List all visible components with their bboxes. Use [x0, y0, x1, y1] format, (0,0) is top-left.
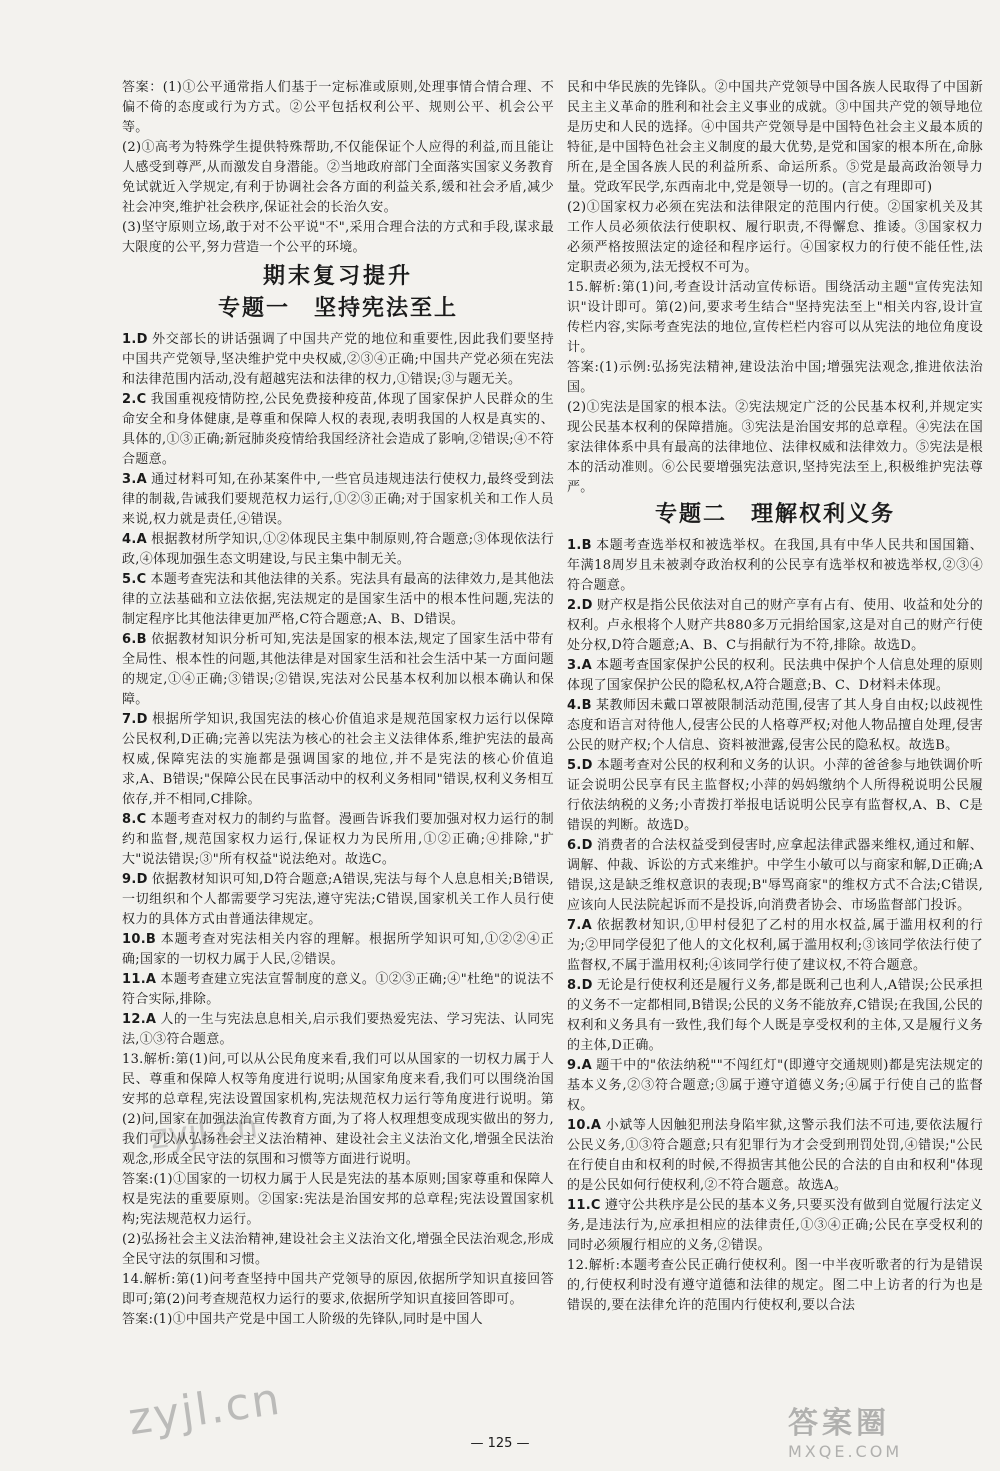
answer-item — [567, 836, 983, 916]
item-number: 5.C — [122, 572, 147, 587]
item-number: 1.B — [567, 538, 592, 553]
item-number: 10.B — [122, 932, 157, 947]
watermark-text: zyjl.cn — [148, 1106, 260, 1158]
answer-item — [567, 976, 983, 1056]
item-text: 本题考查建立宪法宣誓制度的意义。①②③正确;④"杜绝"的说法不符合实际,排除。 — [122, 972, 554, 1007]
answer-item — [567, 536, 983, 596]
item-text: 通过材料可知,在孙某案件中,一些官员违规违法行使权力,最终受到法律的制裁,告诫我们要规范权力运行,①②③正确;对于国家机关和工作人员来说,权力就是责任,④错误。 — [122, 472, 554, 527]
item-number: 3.A — [567, 658, 592, 673]
item-text: 本题考查宪法和其他法律的关系。宪法具有最高的法律效力,是其他法律的立法基础和立法依据,宪法规定的是国家生活中的根本性问题,宪法的制定程序比其他法律更加严格,C符合题意;A、B、D错误。 — [122, 572, 554, 627]
item-number: 11.A — [122, 972, 157, 987]
analysis-paragraph: 13.解析:第(1)问,可以从公民角度来看,我们可以从国家的一切权力属于人民、尊重和保障人权等角度进行说明;从国家角度来看,我们可以围绕治国安邦的总章程,宪法设置国家机构,宪法规范权力运行等角度进行说明。第(2)问,国家在加强法治宣传教育方面,为了将人权理想变成现实做出的努力,我们可以从弘扬社会主义法治精神、建设社会主义法治文化,增强全民法治观念,形成全民守法的氛围和习惯等方面进行说明。 — [122, 1052, 554, 1167]
answer-item — [122, 930, 554, 970]
answer-item — [122, 390, 554, 470]
item-text: 根据所学知识,我国宪法的核心价值追求是规范国家权力运行以保障公民权利,D正确;完善以宪法为核心的社会主义法律体系,维护宪法的最高权威,保障宪法的实施都是强调国家的地位,并不是宪法的核心价值追求,A、B错误;"保障公民在民事活动中的权利义务相同"错误,权利义务相互依存,并不相同,C排除。 — [122, 712, 554, 807]
item-text: 本题考查对公民的权利和义务的认识。小萍的爸爸参与地铁调价听证会说明公民享有民主监督权;小萍的妈妈缴纳个人所得税说明公民履行依法纳税的义务;小青拨打举报电话说明公民享有监督权,A、B、C是错误的判断。故选D。 — [567, 758, 983, 833]
item-number: 10.A — [567, 1118, 602, 1133]
item-number: 2.D — [567, 598, 593, 613]
answer-paragraph: 答案:(1)①中国共产党是中国工人阶级的先锋队,同时是中国人 — [122, 1312, 483, 1327]
item-text: 外交部长的讲话强调了中国共产党的地位和重要性,因此我们要坚持中国共产党领导,坚决维护党中央权威,②③④正确;中国共产党必须在宪法和法律范围内活动,没有超越宪法和法律的权力,①错误;③与题无关。 — [122, 332, 554, 387]
answer-item — [567, 916, 983, 976]
answer-item — [567, 1116, 983, 1196]
item-number: 1.D — [122, 332, 148, 347]
answer-item — [122, 470, 554, 530]
answer-item — [567, 1196, 983, 1256]
item-number: 7.D — [122, 712, 148, 727]
page-number: — 125 — — [470, 1436, 530, 1451]
item-text: 人的一生与宪法息息相关,启示我们要热爱宪法、学习宪法、认同宪法,①③符合题意。 — [122, 1012, 554, 1047]
analysis-paragraph: 12.解析:本题考查公民正确行使权利。图一中半夜听歌者的行为是错误的,行使权利时没有遵守道德和法律的规定。图二中上访者的行为也是错误的,要在法律允许的范围内行使权利,要以合法 — [567, 1258, 983, 1313]
item-text: 依据教材知识可知,D符合题意;A错误,宪法与每个人息息相关;B错误,一切组织和个人都需要学习宪法,遵守宪法;C错误,国家机关工作人员行使权力的具体方式由普通法律规定。 — [122, 872, 554, 927]
answer-item — [122, 330, 554, 390]
answer-item — [567, 656, 983, 696]
item-text: 本题考查选举权和被选举权。在我国,具有中华人民共和国国籍、年满18周岁且未被剥夺政治权利的公民享有选举权和被选举权,②③④符合题意。 — [567, 538, 983, 593]
answer-item — [122, 970, 554, 1010]
item-number: 6.B — [122, 632, 147, 647]
item-text: 题干中的"依法纳税""不闯红灯"(即遵守交通规则)都是宪法规定的基本义务,②③符合题意;③属于遵守道德义务;④属于行使自己的监督权。 — [567, 1058, 983, 1113]
answer-item — [567, 596, 983, 656]
watermark-logo — [788, 1398, 968, 1468]
item-text: 本题考查国家保护公民的权利。民法典中保护个人信息处理的原则体现了国家保护公民的隐私权,A符合题意;B、C、D材料未体现。 — [567, 658, 983, 693]
item-text: 财产权是指公民依法对自己的财产享有占有、使用、收益和处分的权利。卢永根将个人财产共880多万元捐给国家,这是对自己的财产行使处分权,D符合题意;A、B、C与捐献行为不符,排除。故选D。 — [567, 598, 983, 653]
item-text: 本题考查对权力的制约与监督。漫画告诉我们要加强对权力运行的制约和监督,规范国家权力运行,保证权力为民所用,①②正确;④排除,"扩大"说法错误;③"所有权益"说法绝对。故选C。 — [122, 812, 554, 867]
item-number: 2.C — [122, 392, 147, 407]
answer-item — [122, 570, 554, 630]
item-text: 消费者的合法权益受到侵害时,应拿起法律武器来维权,通过和解、调解、仲裁、诉讼的方式来维护。中学生小敏可以与商家和解,D正确;A错误,这是缺乏维权意识的表现;B"辱骂商家"的维权方式不合法;C错误,应该向人民法院起诉而不是投诉,向消费者协会、市场监督部门投诉。 — [567, 838, 983, 913]
answer-item — [122, 710, 554, 810]
item-number: 11.C — [567, 1198, 601, 1213]
item-number: 3.A — [122, 472, 147, 487]
answer-item — [567, 696, 983, 756]
section-heading: 期末复习提升 — [262, 264, 413, 289]
answer-paragraph: (2)弘扬社会主义法治精神,建设社会主义法治文化,增强全民法治观念,形成全民守法的氛围和习惯。 — [122, 1232, 554, 1267]
topic-heading: 专题二 理解权利义务 — [654, 502, 895, 527]
answer-item — [122, 810, 554, 870]
item-text: 遵守公共秩序是公民的基本义务,只要买没有做到自觉履行法定义务,是违法行为,应承担相应的法律责任,①③④正确;公民在享受权利的同时必须履行相应的义务,②错误。 — [567, 1198, 983, 1253]
item-number: 4.B — [567, 698, 592, 713]
answer-paragraph: (2)①高考为特殊学生提供特殊帮助,不仅能保证个人应得的利益,而且能让人感受到尊严,从而激发自身潜能。②当地政府部门全面落实国家义务教育免试就近入学规定,有利于协调社会各方面的利益关系,缓和社会矛盾,减少社会冲突,维护社会秩序,保证社会的长治久安。 — [122, 140, 554, 215]
answer-item — [122, 870, 554, 930]
answer-paragraph: 答案:(1)①国家的一切权力属于人民是宪法的基本原则;国家尊重和保障人权是宪法的重要原则。②国家:宪法是治国安邦的总章程;宪法设置国家机构;宪法规范权力运行。 — [122, 1172, 554, 1227]
item-number: 9.D — [122, 872, 148, 887]
item-number: 8.C — [122, 812, 147, 827]
right-column — [567, 78, 983, 1316]
item-text: 我国重视疫情防控,公民免费接种疫苗,体现了国家保护人民群众的生命安全和身体健康,是尊重和保障人权的表现,表明我国的人权是真实的、具体的,①③正确;新冠肺炎疫情给我国经济社会造成了影响,②错误;④不符合题意。 — [122, 392, 554, 467]
watermark-logo-url: MXQE.COM — [788, 1442, 903, 1461]
answer-paragraph: 答案：(1)①公平通常指人们基于一定标准或原则,处理事情合情合理、不偏不倚的态度或行为方式。②公平包括权利公平、规则公平、机会公平等。 — [122, 80, 554, 135]
analysis-paragraph: 15.解析:第(1)问,考查设计活动宣传标语。围绕活动主题"宣传宪法知识"设计即可。第(2)问,要求考生结合"坚持宪法至上"相关内容,设计宣传栏内容,实际考查宪法的地位,宣传栏栏内容可以从宪法的地位角度设计。 — [567, 280, 983, 355]
analysis-paragraph: 14.解析:第(1)问考查坚持中国共产党领导的原因,依据所学知识直接回答即可;第(2)问考查规范权力运行的要求,依据所学知识直接回答即可。 — [122, 1272, 554, 1307]
item-text: 本题考查对宪法相关内容的理解。根据所学知识可知,①②②④正确;国家的一切权力属于人民,②错误。 — [122, 932, 554, 967]
item-text: 依据教材知识,①甲村侵犯了乙村的用水权益,属于滥用权利的行为;②甲同学侵犯了他人的文化权利,属于滥用权利;③该同学依法行使了监督权,不属于滥用权利;④该同学行使了建议权,不符合题意。 — [567, 918, 983, 973]
item-number: 7.A — [567, 918, 592, 933]
watermark-logo: zyjl.cn — [125, 1373, 285, 1446]
item-number: 9.A — [567, 1058, 592, 1073]
answer-item — [567, 1056, 983, 1116]
answer-paragraph: (2)①国家权力必须在宪法和法律限定的范围内行使。②国家机关及其工作人员必须依法行使职权、履行职责,不得懈怠、推诿。③国家权力必须严格按照法定的途径和程序运行。④国家权力的行使不能任性,法定职责必须为,法无授权不可为。 — [567, 200, 983, 275]
item-text: 依据教材知识分析可知,宪法是国家的根本法,规定了国家生活中带有全局性、根本性的问题,其他法律是对国家生活和社会生活中某一方面问题的规定,①④正确;③错误;②错误,宪法对公民基本权利加以根本确认和保障。 — [122, 632, 554, 707]
answer-paragraph: (3)坚守原则立场,敢于对不公平说"不",采用合理合法的方式和手段,谋求最大限度的公平,努力营造一个公平的环境。 — [122, 220, 554, 255]
answer-item — [122, 630, 554, 710]
watermark-logo-text: 答案圈 — [788, 1406, 890, 1441]
item-number: 4.A — [122, 532, 147, 547]
answer-item — [122, 530, 554, 570]
answer-item — [122, 1010, 554, 1050]
item-number: 5.D — [567, 758, 593, 773]
topic-heading: 专题一 坚持宪法至上 — [217, 296, 458, 321]
item-text: 某教师因未戴口罩被限制活动范围,侵害了其人身自由权;以歧视性态度和语言对待他人,侵害公民的人格尊严权;对他人物品擅自处理,侵害公民的财产权;个人信息、资料被泄露,侵害公民的隐私权。故选B。 — [567, 698, 983, 753]
item-number: 8.D — [567, 978, 593, 993]
item-number: 12.A — [122, 1012, 157, 1027]
item-text: 小斌等人因触犯刑法身陷牢狱,这警示我们法不可违,要依法履行公民义务,①③符合题意;只有犯罪行为才会受到刑罚处罚,④错误;"公民在行使自由和权利的时候,不得损害其他公民的合法的自由和权利"体现的是公民如何行使权利,②不符合题意。故选A。 — [567, 1118, 983, 1193]
item-number: 6.D — [567, 838, 593, 853]
answer-paragraph: 答案:(1)示例:弘扬宪法精神,建设法治中国;增强宪法观念,推进依法治国。 — [567, 360, 983, 395]
answer-paragraph: 民和中华民族的先锋队。②中国共产党领导中国各族人民取得了中国新民主主义革命的胜利和社会主义事业的成就。③中国共产党的领导地位是历史和人民的选择。④中国共产党领导是中国特色社会主义最本质的特征,是中国特色社会主义制度的最大优势,是党和国家的根本所在,命脉所在,是全国各族人民的利益所系、命运所系。⑤党是最高政治领导力量。党政军民学,东西南北中,党是领导一切的。(言之有理即可) — [567, 80, 983, 195]
item-text: 根据教材所学知识,①②体现民主集中制原则,符合题意;③体现依法行政,④体现加强生态文明建设,与民主集中制无关。 — [122, 532, 554, 567]
item-text: 无论是行使权利还是履行义务,都是既利己也利人,A错误;公民承担的义务不一定都相同,B错误;公民的义务不能放弃,C错误;在我国,公民的权利和义务具有一致性,我们每个人既是享受权利的主体,又是履行义务的主体,D正确。 — [567, 978, 983, 1053]
answer-item — [567, 756, 983, 836]
answer-paragraph: (2)①宪法是国家的根本法。②宪法规定广泛的公民基本权利,并规定实现公民基本权利的保障措施。③宪法是治国安邦的总章程。④宪法在国家法律体系中具有最高的法律地位、法律权威和法律效力。⑤宪法是根本的活动准则。⑥公民要增强宪法意识,坚持宪法至上,积极维护宪法尊严。 — [567, 400, 983, 495]
